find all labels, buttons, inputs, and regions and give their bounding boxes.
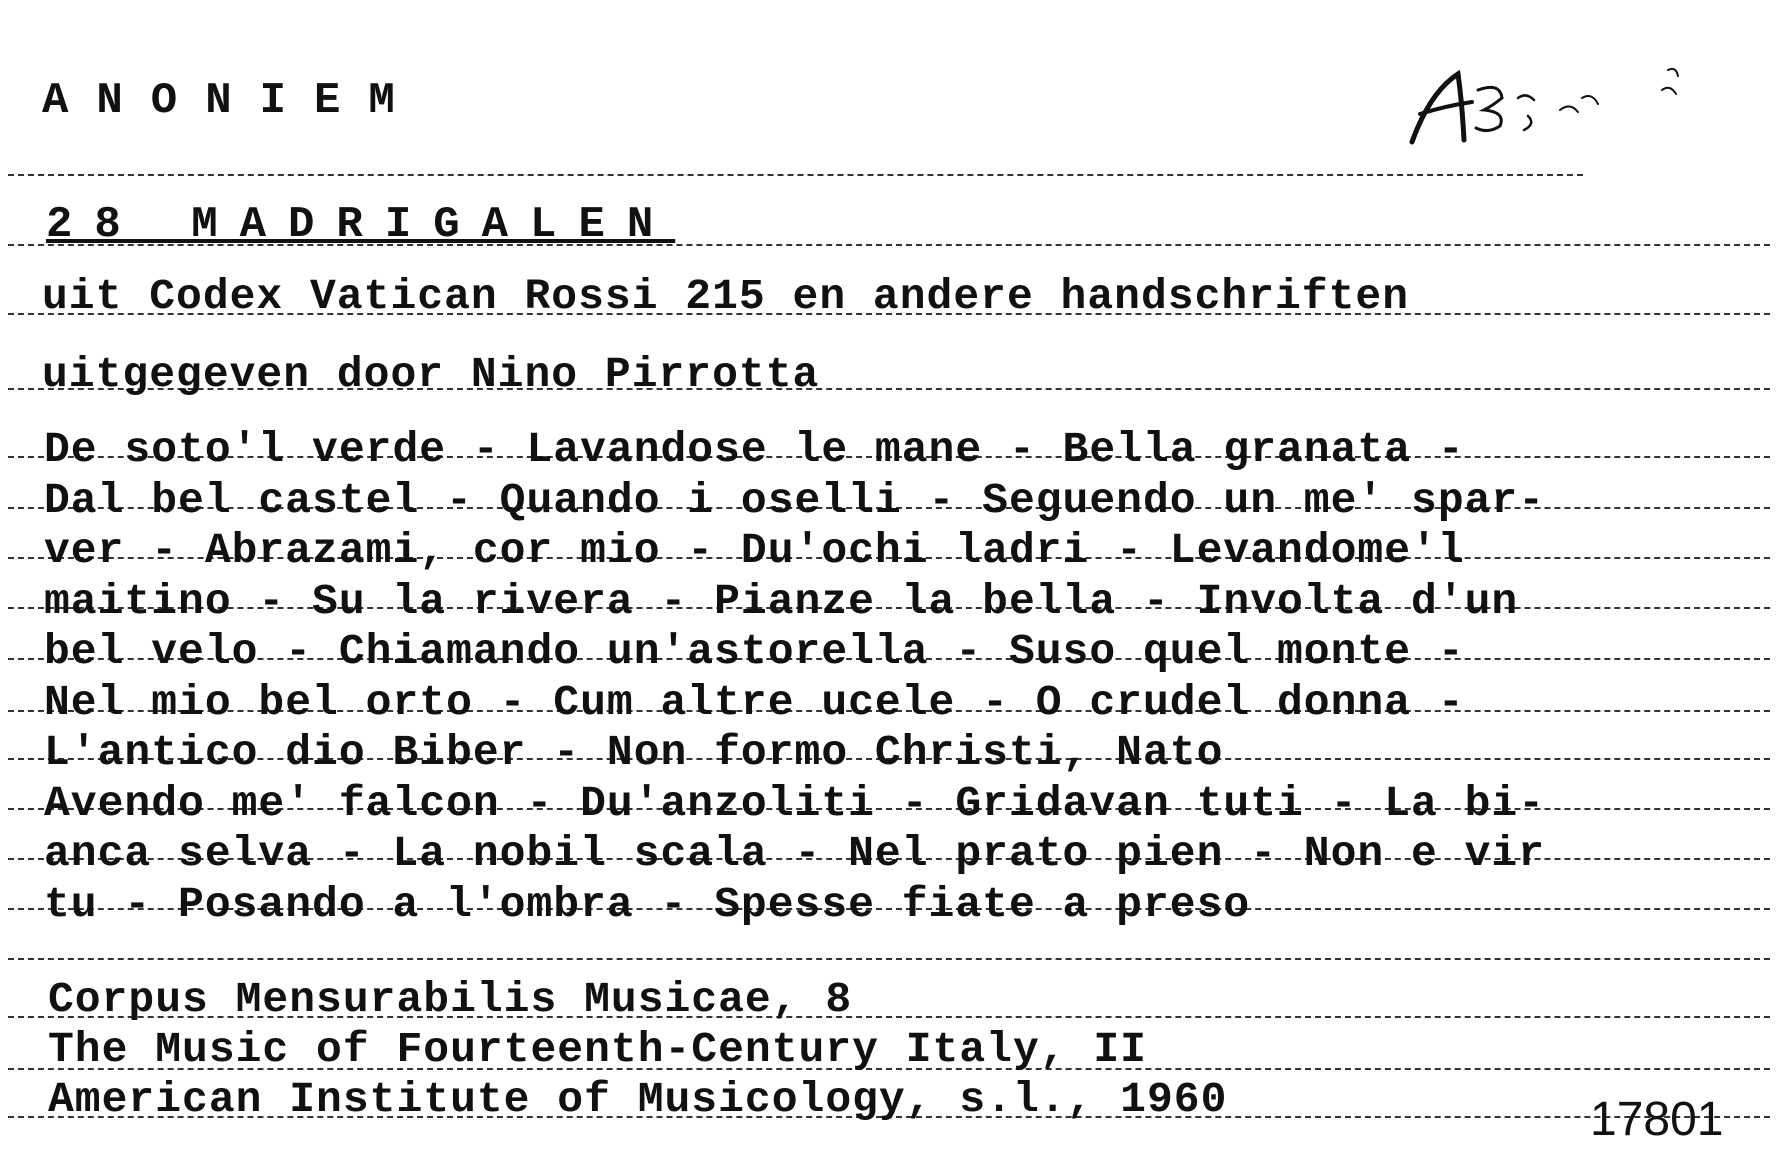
publisher-line: American Institute of Musicology, s.l., 1960 — [48, 1075, 1228, 1124]
accession-number: 17801 — [1590, 1093, 1724, 1146]
work-subtitle: uit Codex Vatican Rossi 215 en andere handschriften — [42, 272, 1410, 321]
book-title-line: The Music of Fourteenth-Century Italy, II — [48, 1025, 1147, 1074]
editor-line: uitgegeven door Nino Pirrotta — [42, 350, 820, 399]
rule-line — [8, 174, 1583, 176]
rule-line — [8, 958, 1770, 960]
contents-list: De soto'l verde - Lavandose le mane - Bella granata - Dal bel castel - Quando i oselli - Seguendo un me' spar- ver - Abrazami, cor mio - Du'ochi ladri - Levandome'l maitino - Su la rivera - Pianze la bella - Involta d'un bel velo - Chiamando un'astorella - Suso quel monte - Nel mio bel orto - Cum altre ucele - O crudel donna - L'antico dio Biber - Non formo Christi, Nato Avendo me' falcon - Du'anzoliti - Gridavan tuti - La bi- anca selva - La nobil scala - Nel prato pien - Non e vir tu - Posando a l'ombra - Spesse fiate a preso — [44, 425, 1546, 929]
work-title: 28 MADRIGALEN — [46, 200, 676, 250]
series-line: Corpus Mensurabilis Musicae, 8 — [48, 975, 853, 1024]
author-heading: ANONIEM — [42, 76, 423, 126]
handwritten-shelfmark — [1400, 62, 1720, 157]
